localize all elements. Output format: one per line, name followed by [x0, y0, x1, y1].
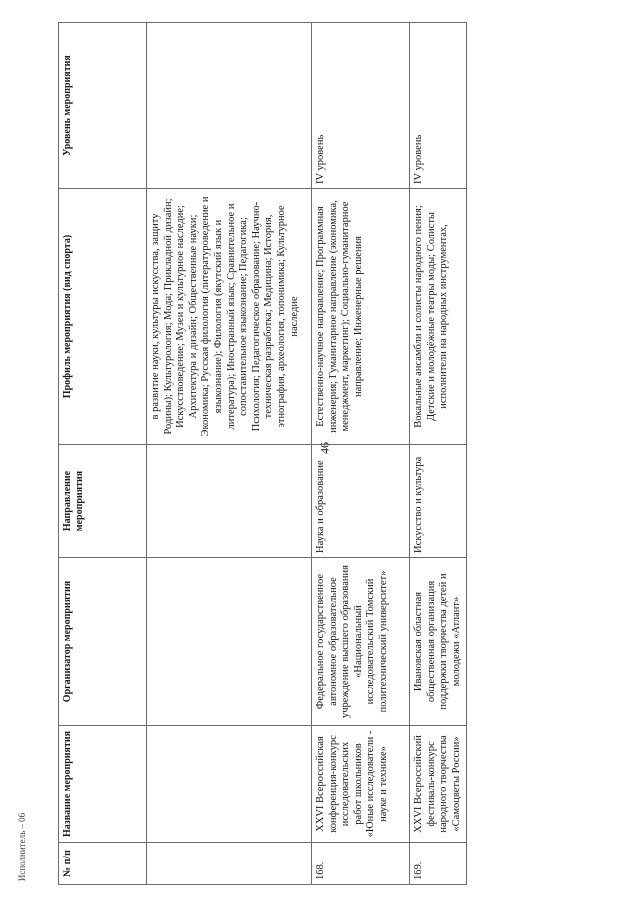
cell-number: 168. — [312, 843, 410, 885]
table-row — [147, 23, 312, 885]
cell-name — [147, 726, 312, 843]
cell-level: IV уровень — [410, 23, 467, 189]
cell-profile: Естественно-научное направление; Программная инженерия; Гуманитарное направление (экономика, менеджмент, маркетинг); Социально-гуманитарное направление; Инженерные решения — [312, 189, 410, 445]
cell-name: XXVI Всероссийская конференция-конкурс исследовательских работ школьников «Юные исследователи - науке и технике» — [312, 726, 410, 843]
rotated-page-content — [58, 23, 598, 885]
cell-level — [147, 23, 312, 189]
cell-name: XXVI Всероссийский фестиваль-конкурс народного творчества «Самоцветы России» — [410, 726, 467, 843]
cell-organizer — [147, 558, 312, 726]
cell-level: IV уровень — [312, 23, 410, 189]
header-direction: Направление мероприятия — [59, 445, 147, 558]
cell-organizer: Федеральное государственное автономное образовательное учреждение высшего образования «Национальный исследовательский Томский политехнический университет» — [312, 558, 410, 726]
table-header-row — [59, 23, 147, 885]
header-level: Уровень мероприятия — [59, 23, 147, 189]
cell-profile: в развитие науки, культуры искусства, защиту Родины); Культурология; Мода; Прикладной дизайн; Искусствоведение; Музеи и культурное наследие; Архитектура и дизайн; Общественные науки; Экономика; Русская филология (литературоведение и языкознание); Филология (якутский язык и литература); Иностранный язык; Сравнительное и сопоставительное языкознание; Педагогика; Психология; Педагогическое образование; Научно-техническая разработка; Медицина; История, этнография, археология, топонимика; Культурное наследие — [147, 189, 312, 445]
cell-organizer: Ивановская областная общественная организация поддержки творчества детей и молодежи «Атлант» — [410, 558, 467, 726]
cell-direction: Наука и образование — [312, 445, 410, 558]
cell-number: 169. — [410, 843, 467, 885]
header-number: № п/п — [59, 843, 147, 885]
footer-note: Исполнитель – 06 — [17, 812, 27, 882]
events-table — [58, 22, 467, 885]
header-name: Название мероприятия — [59, 726, 147, 843]
header-organizer: Организатор мероприятия — [59, 558, 147, 726]
page-number: 46 — [317, 442, 332, 454]
cell-profile: Вокальные ансамбли и солисты народного пения; Детские и молодёжные театры моды; Солисты исполнители на народных инструментах, — [410, 189, 467, 445]
cell-direction — [147, 445, 312, 558]
cell-direction: Искусство и культура — [410, 445, 467, 558]
cell-number — [147, 843, 312, 885]
table-row — [312, 23, 410, 885]
header-profile: Профиль мероприятия (вид спорта) — [59, 189, 147, 445]
table-row — [410, 23, 467, 885]
